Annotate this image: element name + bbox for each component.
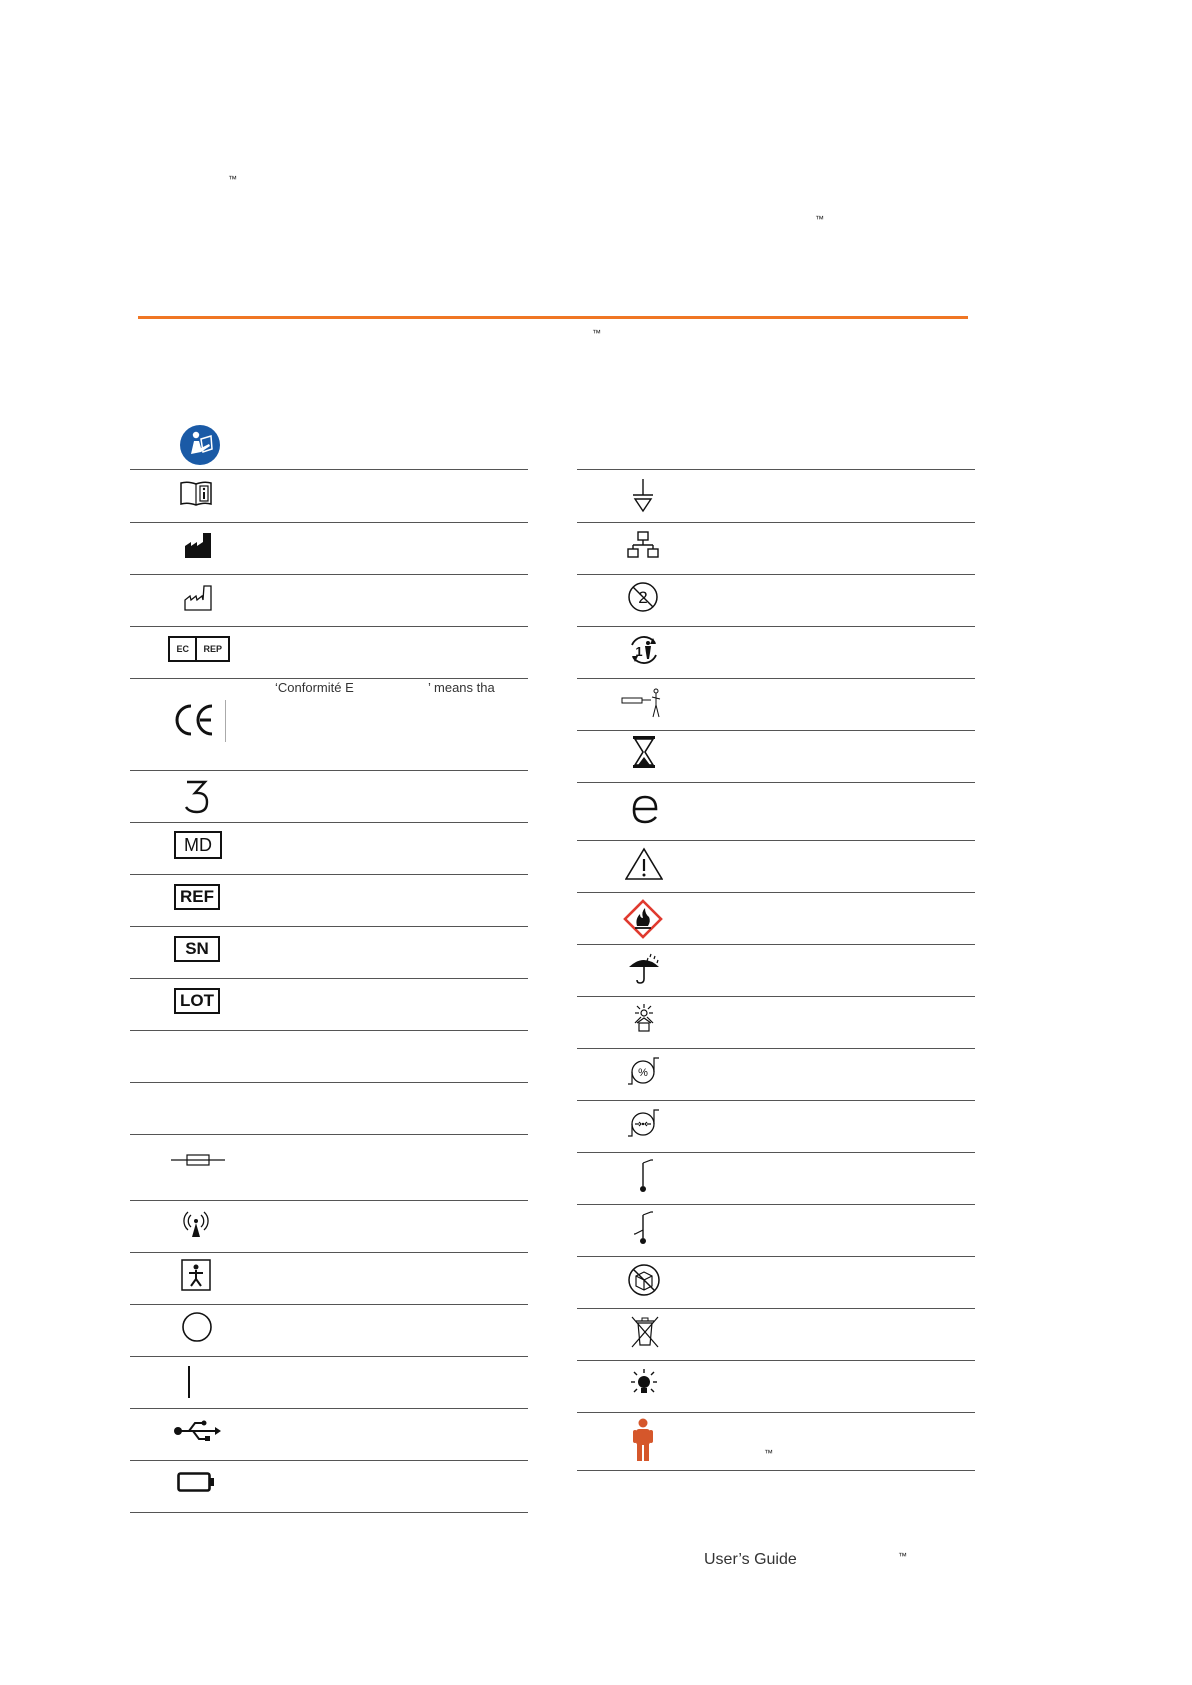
trademark-mark: ™ bbox=[228, 174, 237, 184]
ec-rep-left-label: EC bbox=[170, 638, 197, 660]
table-divider bbox=[130, 1030, 528, 1031]
table-divider bbox=[130, 1252, 528, 1253]
lot-number-icon: LOT bbox=[174, 988, 220, 1014]
ce-mark-icon bbox=[172, 700, 216, 740]
table-divider bbox=[577, 782, 975, 783]
table-divider bbox=[577, 840, 975, 841]
table-divider bbox=[577, 944, 975, 945]
medical-device-icon: MD bbox=[174, 831, 222, 859]
table-divider bbox=[577, 1360, 975, 1361]
table-divider bbox=[577, 1204, 975, 1205]
flammable-icon bbox=[622, 898, 664, 940]
ce-description-start: ‘Conformité E bbox=[275, 680, 354, 695]
table-divider bbox=[130, 1082, 528, 1083]
network-icon bbox=[626, 530, 660, 560]
date-of-manufacture-icon bbox=[182, 582, 214, 612]
atmospheric-pressure-limitation-icon bbox=[626, 1106, 662, 1140]
table-divider bbox=[130, 1512, 528, 1513]
type-b-applied-part-icon bbox=[180, 1258, 212, 1292]
patient-connection-icon bbox=[620, 686, 666, 720]
table-divider bbox=[130, 1408, 528, 1409]
table-divider bbox=[577, 996, 975, 997]
table-divider bbox=[130, 469, 528, 470]
table-divider bbox=[577, 892, 975, 893]
table-divider bbox=[130, 1304, 528, 1305]
equipotential-icon bbox=[628, 478, 658, 514]
table-divider bbox=[577, 1152, 975, 1153]
svg-text:%: % bbox=[638, 1067, 648, 1079]
table-divider bbox=[577, 1048, 975, 1049]
table-divider bbox=[577, 730, 975, 731]
table-divider bbox=[577, 1308, 975, 1309]
table-divider bbox=[130, 822, 528, 823]
light-indicator-icon bbox=[626, 1366, 662, 1402]
power-on-icon bbox=[188, 1366, 190, 1398]
manufacturer-icon bbox=[182, 530, 214, 560]
keep-away-from-sunlight-icon bbox=[626, 1002, 662, 1036]
temperature-limit-icon bbox=[632, 1210, 656, 1246]
reference-number-icon: REF bbox=[174, 884, 220, 910]
section-divider bbox=[138, 316, 968, 319]
conformity-3-icon bbox=[180, 776, 214, 816]
table-divider bbox=[577, 522, 975, 523]
table-divider bbox=[577, 1412, 975, 1413]
caution-icon bbox=[624, 846, 664, 882]
serial-number-icon: SN bbox=[174, 936, 220, 962]
power-off-icon bbox=[180, 1310, 214, 1344]
single-patient-multiple-use-icon bbox=[626, 632, 662, 668]
table-divider bbox=[577, 574, 975, 575]
trademark-mark: ™ bbox=[764, 1448, 773, 1458]
usb-icon bbox=[172, 1418, 222, 1444]
table-divider bbox=[577, 469, 975, 470]
table-divider bbox=[130, 678, 528, 679]
keep-dry-icon bbox=[626, 950, 662, 986]
info-manual-icon bbox=[178, 478, 214, 508]
non-ionizing-radiation-icon bbox=[178, 1208, 214, 1240]
table-divider bbox=[130, 574, 528, 575]
table-divider bbox=[130, 874, 528, 875]
humidity-limitation-icon bbox=[626, 1054, 662, 1088]
table-divider bbox=[577, 678, 975, 679]
table-divider bbox=[130, 926, 528, 927]
table-divider bbox=[130, 522, 528, 523]
table-divider bbox=[577, 1100, 975, 1101]
svg-text:1: 1 bbox=[635, 644, 643, 659]
table-divider bbox=[130, 626, 528, 627]
estimated-quantity-icon bbox=[630, 790, 660, 826]
consult-instructions-icon bbox=[178, 423, 222, 467]
trademark-mark: ™ bbox=[592, 328, 601, 338]
use-by-date-icon bbox=[630, 734, 658, 770]
weee-disposal-icon bbox=[628, 1314, 662, 1350]
ce-separator bbox=[225, 700, 226, 742]
ce-description-end: ’ means tha bbox=[428, 680, 495, 695]
svg-text:2: 2 bbox=[638, 588, 648, 607]
table-divider bbox=[130, 1460, 528, 1461]
table-divider bbox=[130, 770, 528, 771]
trademark-mark: ™ bbox=[815, 214, 824, 224]
table-divider bbox=[130, 1200, 528, 1201]
table-divider bbox=[577, 1256, 975, 1257]
do-not-use-if-damaged-icon bbox=[626, 1262, 662, 1298]
ec-rep-icon bbox=[168, 636, 230, 662]
trademark-mark: ™ bbox=[898, 1551, 907, 1561]
table-divider bbox=[130, 1134, 528, 1135]
footer-guide-label: User’s Guide bbox=[704, 1551, 797, 1568]
table-divider bbox=[130, 1356, 528, 1357]
temperature-upper-limit-icon bbox=[632, 1158, 656, 1194]
person-icon bbox=[628, 1418, 658, 1462]
table-divider bbox=[577, 626, 975, 627]
table-divider bbox=[130, 978, 528, 979]
ec-rep-right-label: REP bbox=[203, 644, 222, 654]
do-not-reuse-icon bbox=[626, 580, 660, 614]
battery-icon bbox=[176, 1470, 216, 1494]
table-divider bbox=[577, 1470, 975, 1471]
fuse-icon bbox=[170, 1150, 226, 1170]
